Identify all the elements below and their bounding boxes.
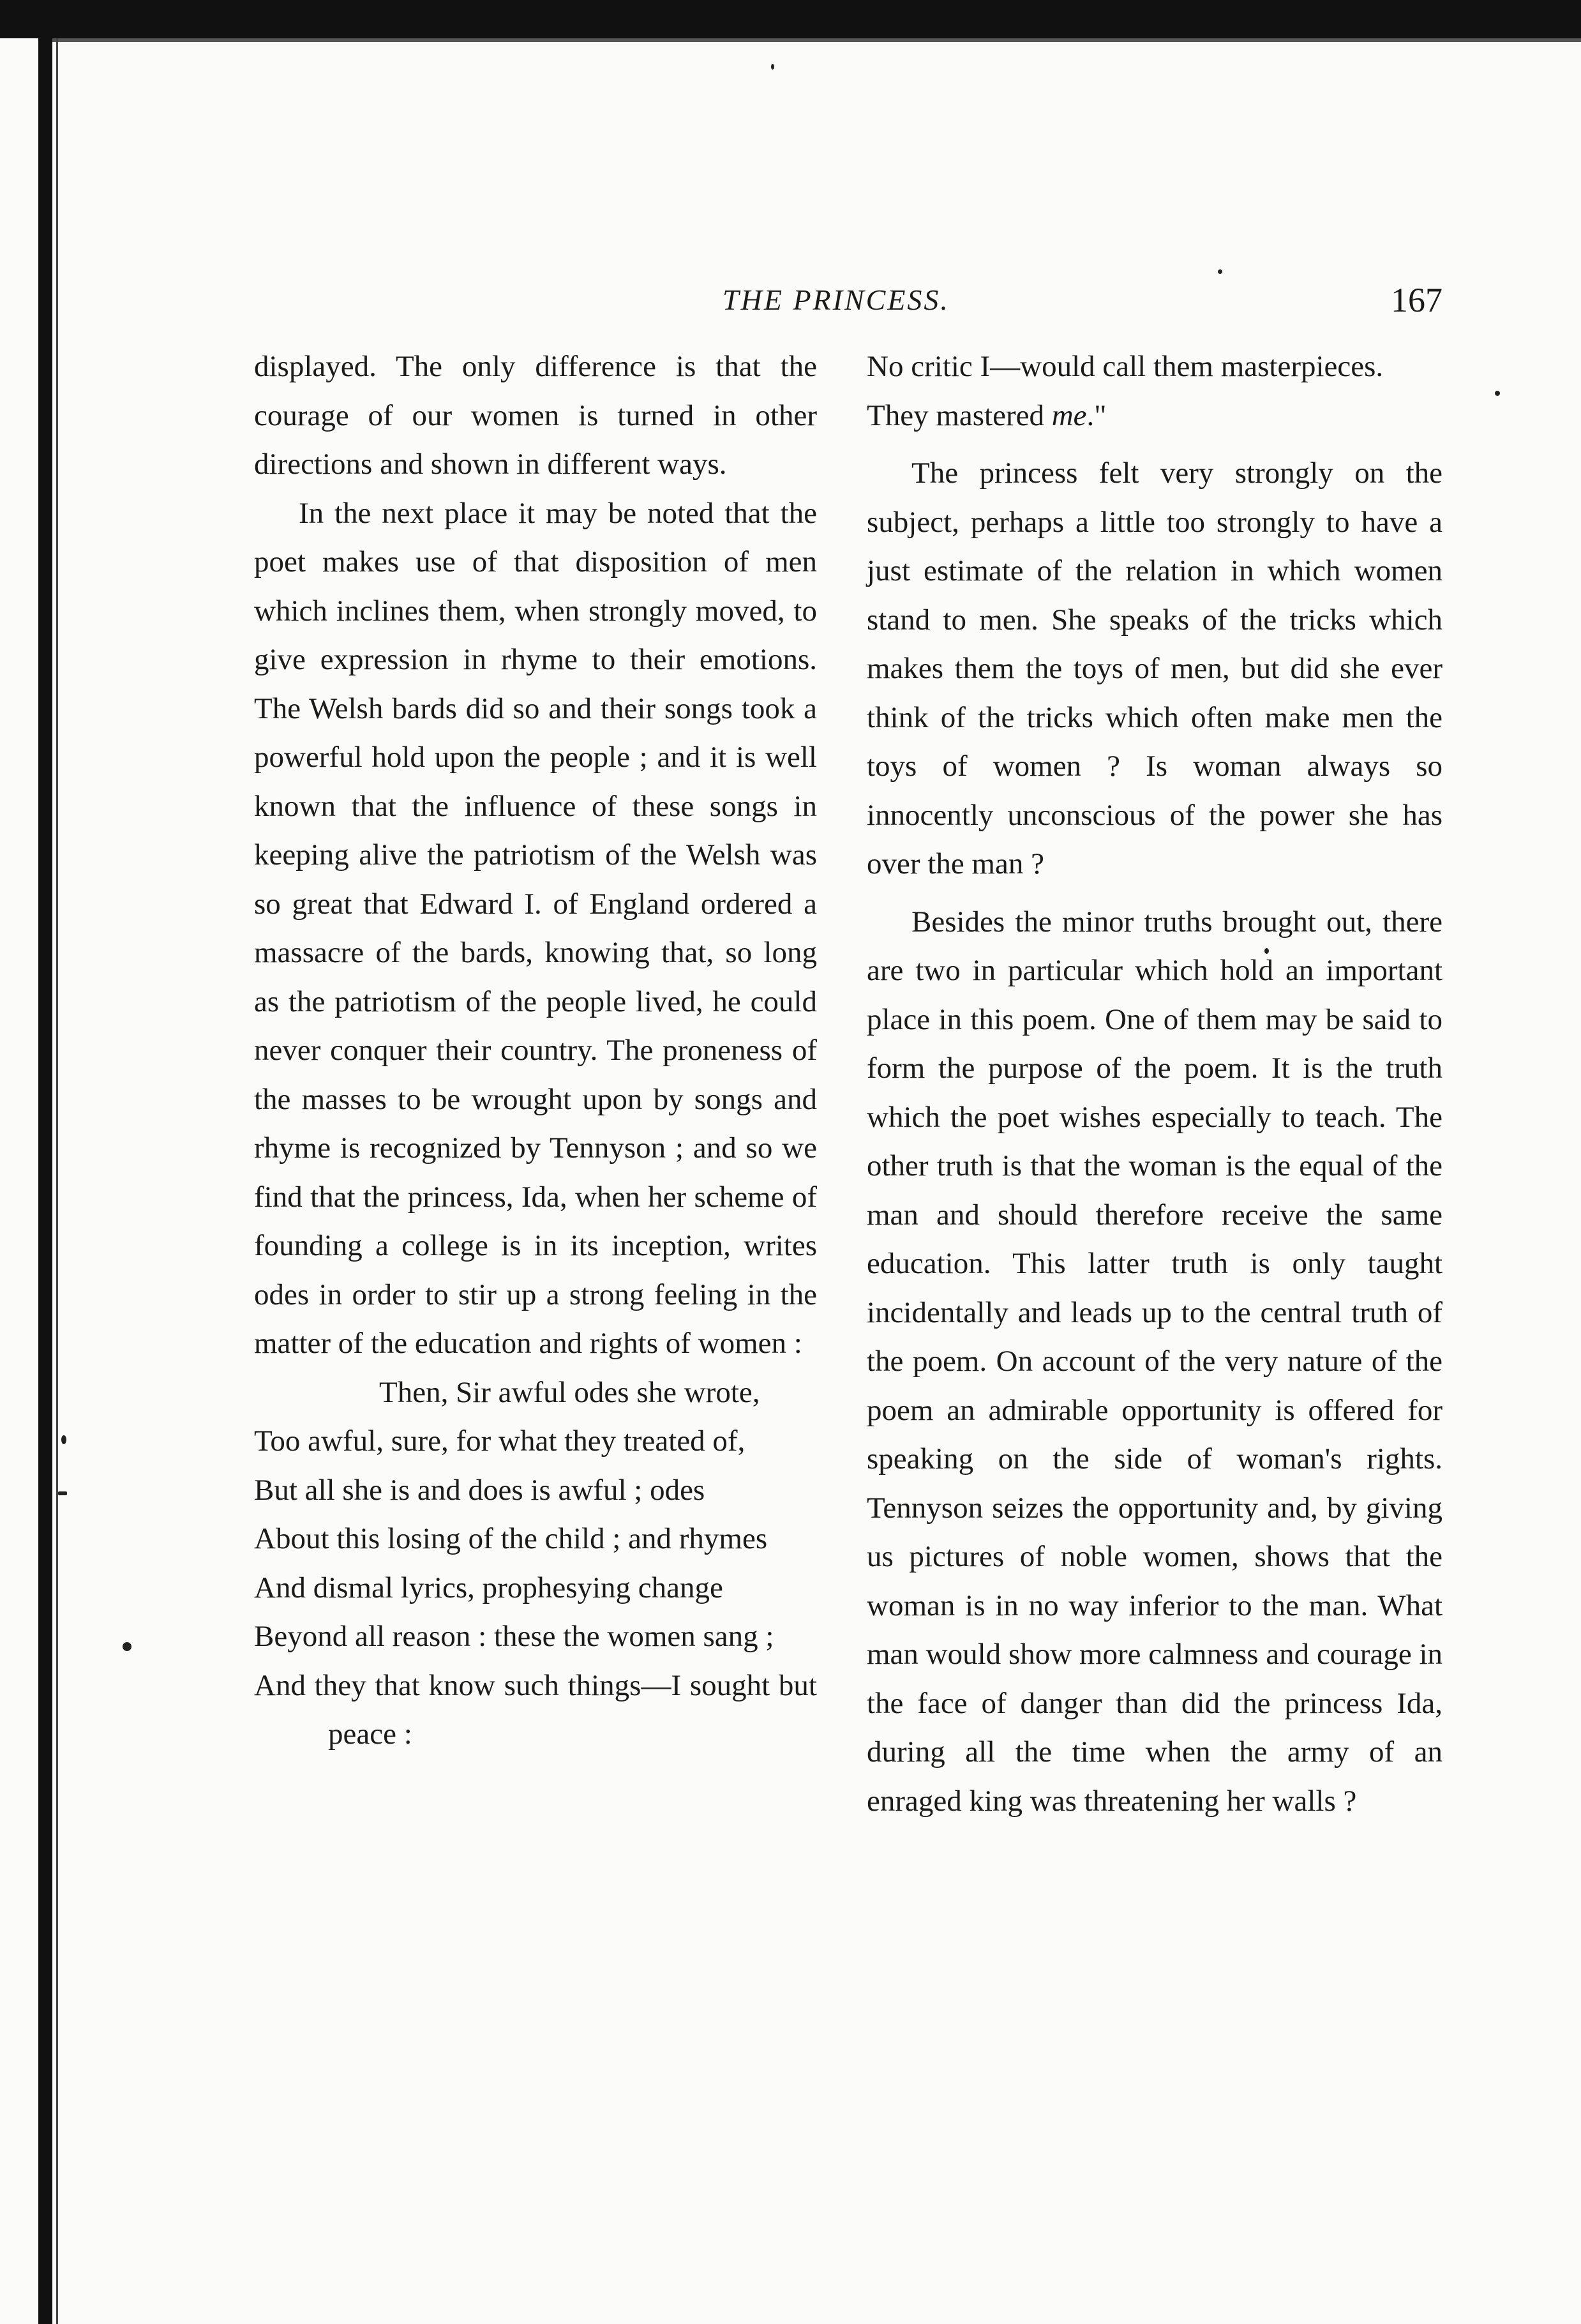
paragraph: Besides the minor truths brought out, there are two in particular which hold an important place in this poem. One of them may be said to form the purpose of the poem. It is the truth which the poet wishes especially to teach. The other truth is that the woman is the equal of the man and should therefore receive the same education. This latter truth is only taught incidentally and leads up to the central truth of the poem. On account of the very nature of the poem an admirable opportunity is offered for speaking on the side of woman's rights. Tennyson seizes the opportunity and, by giving us pictures of noble women, shows that the woman is in no way inferior to the man. What man would show more calmness and courage in the face of danger than did the princess Ida, during all the time when the army of an enraged king was threatening her walls ? (867, 905, 1442, 1818)
running-header (0, 275, 1581, 326)
verse-line (867, 391, 1442, 441)
verse-line: Too awful, sure, for what they treated of, (254, 1424, 746, 1458)
scan-left-border (38, 38, 52, 2324)
scan-speck (123, 1642, 131, 1651)
paragraph: The princess felt very strongly on the subject, perhaps a little too strongly to have a just estimate of the relation in which women stand to men. She speaks of the tricks which makes them the toys of men, but did she ever think of the tricks which often make men the toys of women ? Is woman always so innocently unconscious of the power she has over the man ? (867, 456, 1442, 880)
scan-top-border (0, 0, 1581, 38)
scan-speck (771, 64, 774, 70)
scan-top-border-edge (38, 38, 1581, 42)
left-column (254, 342, 817, 1759)
scan-speck (1495, 391, 1500, 396)
verse-line: And dismal lyrics, prophesying change (254, 1571, 723, 1604)
verse-line: Then, Sir awful odes she wrote, (379, 1375, 760, 1409)
running-title: THE PRINCESS. (723, 283, 950, 316)
verse-line: But all she is and does is awful ; odes (254, 1473, 705, 1507)
verse-line: And they that know such things—I sought but peace : (254, 1668, 817, 1751)
right-column (867, 342, 1442, 1825)
verse-emphasis: me (1051, 398, 1087, 432)
verse-line-end: ." (1086, 398, 1107, 432)
verse-line: Beyond all reason : these the women sang ; (254, 1620, 774, 1653)
scan-left-border-hairline (56, 38, 58, 2324)
verse-line-text: They mastered (867, 398, 1052, 432)
paragraph: In the next place it may be noted that the poet makes use of that disposition of men which inclines them, when strongly moved, to give expression in rhyme to their emotions. The Welsh bards did so and their songs took a powerful hold upon the people ; and it is well known that the influence of these songs in keeping alive the patriotism of the Welsh was so great that Edward I. of England ordered a massacre of the bards, knowing that, so long as the patriotism of the people lived, he could never conquer their country. The proneness of the masses to be wrought upon by songs and rhyme is recognized by Tennyson ; and so we find that the princess, Ida, when her scheme of founding a college is in its inception, writes odes in order to stir up a strong feeling in the matter of the education and rights of women : (254, 496, 817, 1360)
paragraph-continued: displayed. The only difference is that the courage of our women is turned in other directions and shown in different ways. (254, 350, 817, 481)
page-number: 167 (1391, 281, 1442, 319)
verse-quotation (254, 1368, 817, 1759)
scan-speck (1218, 269, 1222, 274)
verse-line: No critic I—would call them masterpieces. (867, 350, 1384, 383)
verse-line: About this losing of the child ; and rhymes (254, 1522, 768, 1555)
verse-quotation-continued (867, 342, 1442, 440)
scan-speck (61, 1435, 66, 1444)
scan-speck (58, 1491, 67, 1495)
